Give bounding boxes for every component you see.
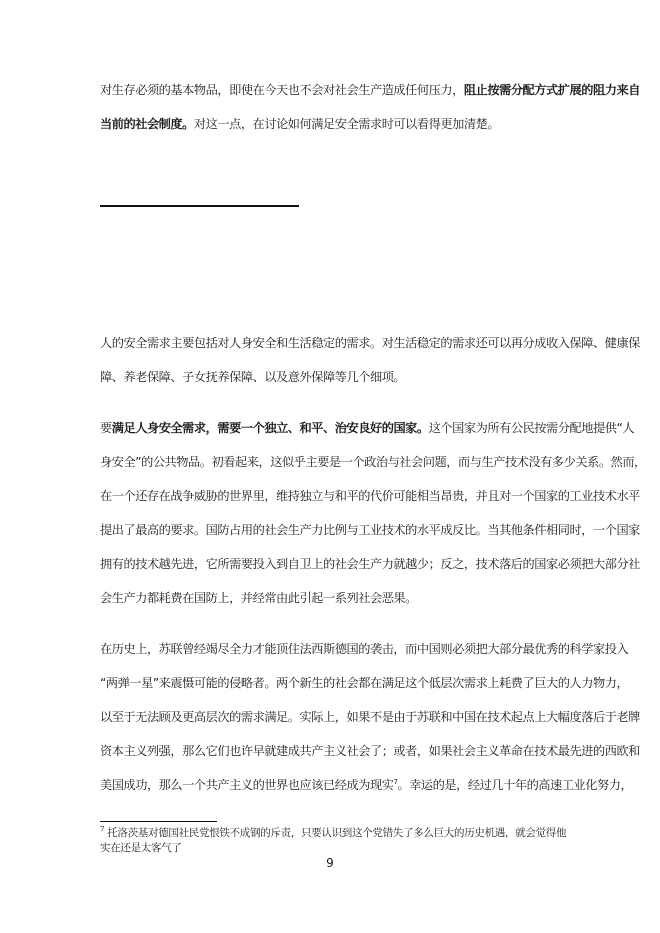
body-line: 障、养老保障、子女抚养保障、以及意外保障等几个细项。 [100,370,406,384]
body-line: 资本主义列强，那么它们也许早就建成共产主义社会了；或者，如果社会主义革命在技术最先进的西欧和 [100,744,640,758]
body-line [100,420,635,436]
text-span: 美国成功，那么一个共产主义的世界也应该已经成为现实 [100,778,394,792]
body-line: 会生产力都耗费在国防上，并经常由此引起一系列社会恶果。 [100,591,417,605]
body-line [100,116,570,132]
bold-text: 满足人身安全需求，需要一个独立、和平、治安良好的国家。 [111,421,429,435]
body-line: “两弹一星”来震慑可能的侵略者。两个新生的社会都在满足这个低层次需求上耗费了巨大的人力物力， [100,676,629,690]
section-divider [100,205,299,207]
body-line [100,82,640,98]
footnote-line: 实在还是太客气了 [100,842,182,854]
body-line: 人的安全需求主要包括对人身安全和生活稳定的需求。对生活稳定的需求还可以再分成收入保障、健康保 [100,336,640,350]
text-span: 。幸运的是，经过几十年的高速工业化努力， [397,778,633,792]
body-line: 以至于无法顾及更高层次的需求满足。实际上，如果不是由于苏联和中国在技术起点上大幅度落后于老牌 [100,710,640,724]
bold-text: 阻止按需分配方式扩展的阻力来自 [463,83,640,97]
body-line: 在历史上，苏联曾经竭尽全力才能顶住法西斯德国的袭击，而中国则必须把大部分最优秀的科学家投入 [100,642,629,656]
page-number: 9 [326,856,334,870]
footnote-divider [100,821,217,822]
body-line [100,777,633,793]
body-line: 在一个还存在战争威胁的世界里，维持独立与和平的代价可能相当昂贵，并且对一个国家的工业技术水平 [100,489,640,503]
text-span: 这个国家为所有公民按需分配地提供“人 [428,421,635,435]
bold-text: 当前的社会制度。 [100,117,194,131]
footnote-text: 托洛茨基对德国社民党恨铁不成钢的斥责，只要认识到这个党错失了多么巨大的历史机遇，就会觉得他 [107,827,567,839]
footnote-number: 7 [100,825,105,834]
body-line: 身安全”的公共物品。初看起来，这似乎主要是一个政治与社会问题，而与生产技术没有多少关系。然而， [100,455,646,469]
body-line: 拥有的技术越先进，它所需要投入到自卫上的社会生产力就越少；反之，技术落后的国家必须把大部分社 [100,557,640,571]
text-span: 要 [100,421,112,435]
text-span: 对这一点，在讨论如何满足安全需求时可以看得更加清楚。 [193,117,500,131]
footnote-line [100,826,570,840]
footnote-ref[interactable]: 7 [393,777,398,786]
body-line: 提出了最高的要求。国防占用的社会生产力比例与工业技术的水平成反比。当其他条件相同时，一个国家 [100,523,640,537]
text-span: 对生存必须的基本物品，即使在今天也不会对社会生产造成任何压力， [100,83,464,97]
